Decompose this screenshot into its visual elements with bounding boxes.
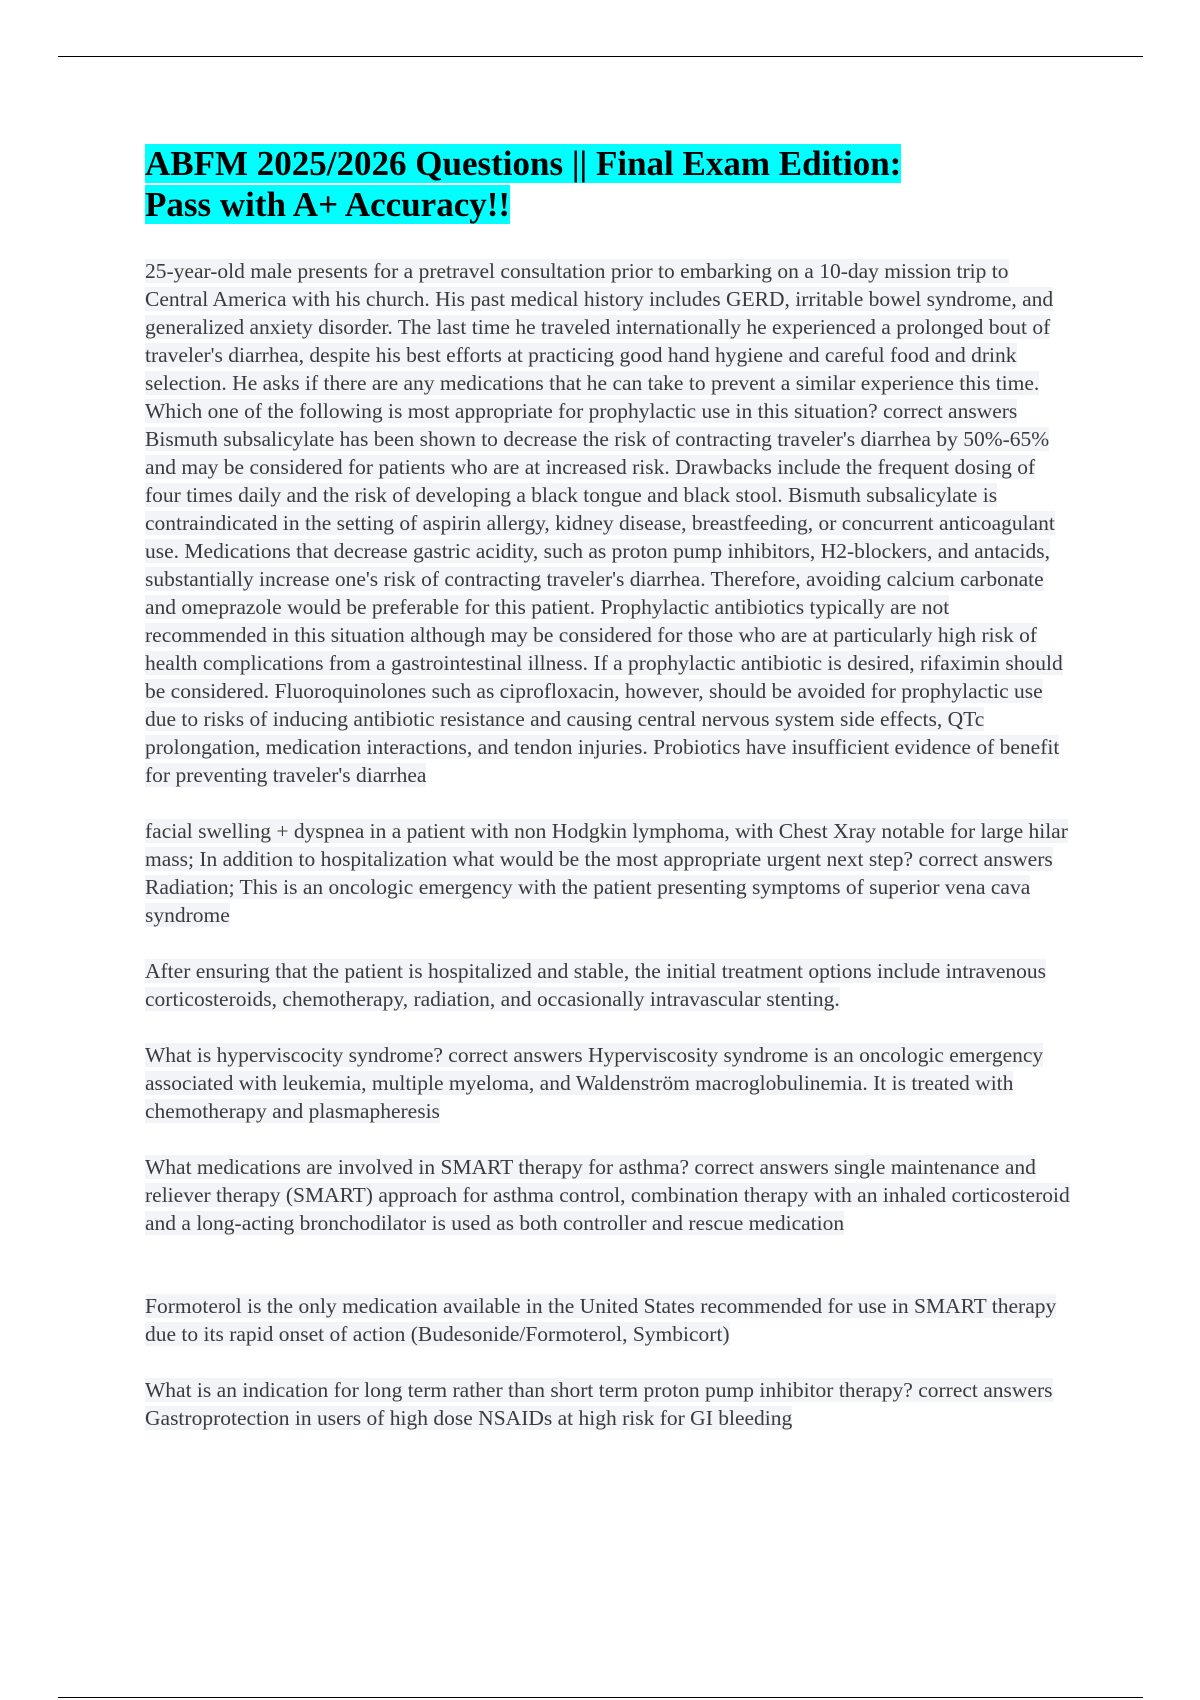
- bottom-rule: [58, 1697, 1143, 1698]
- top-rule: [58, 56, 1143, 57]
- paragraph-travelers-diarrhea: 25-year-old male presents for a pretravel consultation prior to embarking on a 10-day mission trip to Central America with his church. His past medical history includes GERD, irritable bowel syndrome, and generalized anxiety disorder. The last time he traveled internationally he experienced a prolonged bout of traveler's diarrhea, despite his best efforts at practicing good hand hygiene and careful food and drink selection. He asks if there are any medications that he can take to prevent a similar experience this time. Which one of the following is most appropriate for prophylactic use in this situation? correct answers Bismuth subsalicylate has been shown to decrease the risk of contracting traveler's diarrhea by 50%-65% and may be considered for patients who are at increased risk. Drawbacks include the frequent dosing of four times daily and the risk of developing a black tongue and black stool. Bismuth subsalicylate is contraindicated in the setting of aspirin allergy, kidney disease, breastfeeding, or concurrent anticoagulant use. Medications that decrease gastric acidity, such as proton pump inhibitors, H2-blockers, and antacids, substantially increase one's risk of contracting traveler's diarrhea. Therefore, avoiding calcium carbonate and omeprazole would be preferable for this patient. Prophylactic antibiotics typically are not recommended in this situation although may be considered for those who are at particularly high risk of health complications from a gastrointestinal illness. If a prophylactic antibiotic is desired, rifaximin should be considered. Fluoroquinolones such as ciprofloxacin, however, should be avoided for prophylactic use due to risks of inducing antibiotic resistance and causing central nervous system side effects, QTc prolongation, medication interactions, and tendon injuries. Probiotics have insufficient evidence of benefit for preventing traveler's diarrhea: [145, 259, 1063, 787]
- paragraph-hyperviscosity: What is hyperviscocity syndrome? correct answers Hyperviscosity syndrome is an oncologic emergency associated with leukemia, multiple myeloma, and Waldenström macroglobulinemia. It is treated with chemotherapy and plasmapheresis: [145, 1043, 1044, 1123]
- paragraph-formoterol: Formoterol is the only medication available in the United States recommended for use in SMART therapy due to its rapid onset of action (Budesonide/Formoterol, Symbicort): [145, 1294, 1057, 1346]
- document-title: [145, 143, 1005, 225]
- paragraph-smart-therapy: What medications are involved in SMART therapy for asthma? correct answers single maintenance and reliever therapy (SMART) approach for asthma control, combination therapy with an inhaled corticosteroid and a long-acting bronchodilator is used as both controller and rescue medication: [145, 1155, 1070, 1235]
- document-body: [145, 257, 1070, 1460]
- paragraph-svc-treatment: After ensuring that the patient is hospitalized and stable, the initial treatment options include intravenous corticosteroids, chemotherapy, radiation, and occasionally intravascular stenting.: [145, 959, 1046, 1011]
- title-line-2: Pass with A+ Accuracy!!: [145, 185, 511, 224]
- title-line-1: ABFM 2025/2026 Questions || Final Exam Edition:: [145, 144, 902, 183]
- paragraph-svc-syndrome: facial swelling + dyspnea in a patient with non Hodgkin lymphoma, with Chest Xray notable for large hilar mass; In addition to hospitalization what would be the most appropriate urgent next step? correct answers Radiation; This is an oncologic emergency with the patient presenting symptoms of superior vena cava syndrome: [145, 819, 1068, 927]
- paragraph-ppi-indication: What is an indication for long term rather than short term proton pump inhibitor therapy? correct answers Gastroprotection in users of high dose NSAIDs at high risk for GI bleeding: [145, 1378, 1053, 1430]
